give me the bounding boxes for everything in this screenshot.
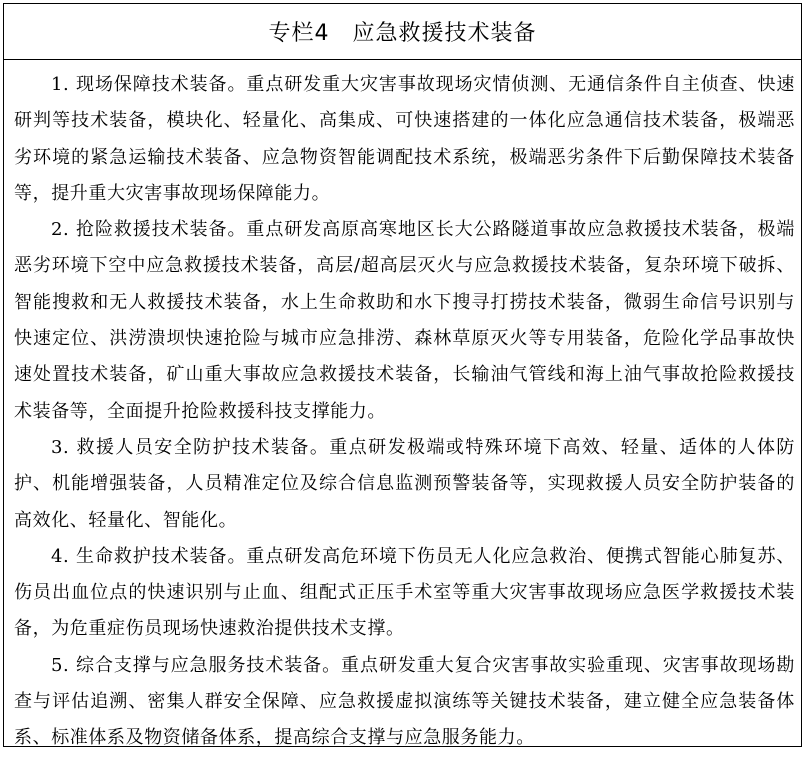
paragraph-rescue-equipment: 2. 抢险救援技术装备。重点研发高原高寒地区长大公路隧道事故应急救援技术装备，极端恶劣环境下空中应急救援技术装备，高层/超高层灭火与应急救援技术装备，复杂环境下破拆、智能搜救和无人救援技术装备，水上生命救助和水下搜寻打捞技术装备，微弱生命信号识别与快速定位、洪涝溃坝快速抢险与城市应急排涝、森林草原灭火等专用装备，危险化学品事故快速处置技术装备，矿山重大事故应急救援技术装备，长输油气管线和海上油气事故抢险救援技术装备等，全面提升抢险救援科技支撑能力。 xyxy=(14,219,795,422)
paragraph-life-support-equipment: 4. 生命救护技术装备。重点研发高危环境下伤员无人化应急救治、便携式智能心肺复苏、伤员出血位点的快速识别与止血、组配式正压手术室等重大灾害事故现场应急医学救援技术装备，为危重症伤员现场快速救治提供技术支撑。 xyxy=(14,545,795,640)
column-content xyxy=(4,60,801,757)
paragraph-field-support-equipment: 1. 现场保障技术装备。重点研发重大灾害事故现场灾情侦测、无通信条件自主侦查、快速研判等技术装备，模块化、轻量化、高集成、可快速搭建的一体化应急通信技术装备，极端恶劣环境的紧急运输技术装备、应急物资智能调配技术系统，极端恶劣条件下后勤保障技术装备等，提升重大灾害事故现场保障能力。 xyxy=(14,74,795,204)
paragraph-protection-equipment: 3. 救援人员安全防护技术装备。重点研发极端或特殊环境下高效、轻量、适体的人体防护、机能增强装备，人员精准定位及综合信息监测预警装备等，实现救援人员安全防护装备的高效化、轻量化、智能化。 xyxy=(14,436,795,531)
column-box xyxy=(3,3,802,747)
title-row xyxy=(4,4,801,60)
column-title: 专栏4 应急救援技术装备 xyxy=(268,21,537,46)
paragraph-comprehensive-support-equipment: 5. 综合支撑与应急服务技术装备。重点研发重大复合灾害事故实验重现、灾害事故现场勘查与评估追溯、密集人群安全保障、应急救援虚拟演练等关键技术装备，建立健全应急装备体系、标准体系及物资储备体系，提高综合支撑与应急服务能力。 xyxy=(14,654,795,749)
